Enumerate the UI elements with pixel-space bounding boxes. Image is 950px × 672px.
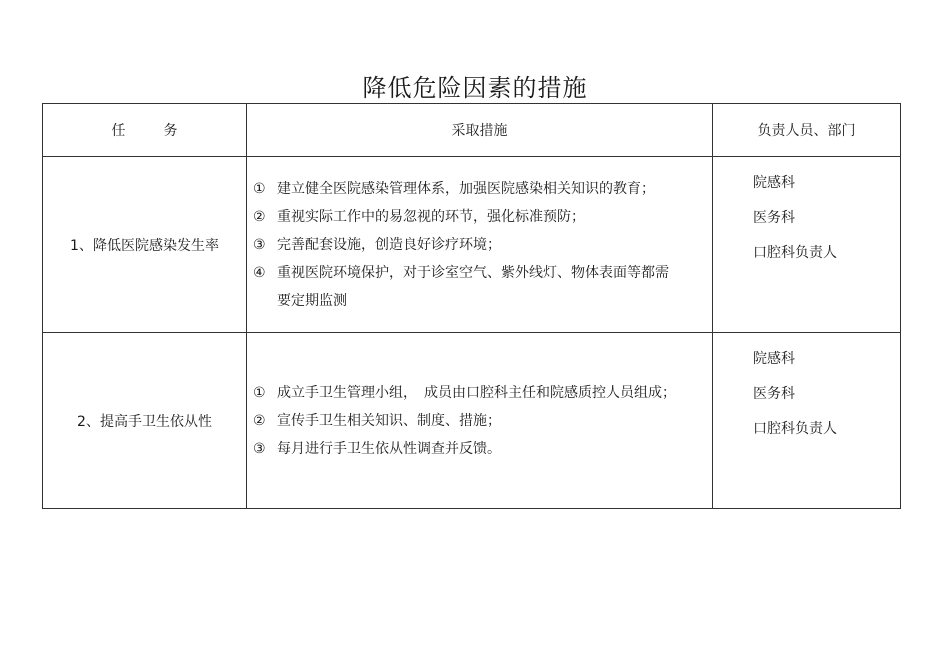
- measure-text: 重视实际工作中的易忽视的环节，强化标准预防；: [277, 208, 585, 225]
- measure-number: ③: [253, 236, 266, 253]
- header-measures: 采取措施: [247, 104, 713, 157]
- table-header-row: [43, 104, 901, 157]
- measure-text: 每月进行手卫生依从性调查并反馈。: [277, 440, 501, 457]
- measure-item: [253, 407, 712, 435]
- responsible-item: 医务科: [753, 386, 795, 402]
- measures-table: [42, 103, 901, 509]
- measure-number: ①: [253, 384, 266, 401]
- measure-text: 成立手卫生管理小组， 成员由口腔科主任和院感质控人员组成；: [277, 384, 676, 401]
- measure-item: [253, 435, 712, 463]
- responsible-item: 医务科: [753, 210, 795, 226]
- measure-number: ③: [253, 440, 266, 457]
- measure-list: [253, 379, 712, 463]
- measure-number: ④: [253, 264, 266, 281]
- document-title: 降低危险因素的措施: [362, 74, 588, 102]
- responsible-cell: [713, 333, 901, 509]
- task-cell: 1、降低医院感染发生率: [43, 157, 247, 333]
- measure-list: [253, 175, 712, 315]
- measure-number: ①: [253, 180, 266, 197]
- responsible-item: 院感科: [753, 351, 795, 367]
- header-task-label: 任务: [111, 123, 216, 139]
- measure-item: [253, 175, 712, 203]
- measure-text: 重视医院环境保护，对于诊室空气、紫外线灯、物体表面等都需要定期监测: [277, 264, 669, 309]
- responsible-item: 口腔科负责人: [753, 421, 837, 437]
- responsible-cell: [713, 157, 901, 333]
- responsible-list: [753, 166, 900, 271]
- table-row: [43, 333, 901, 509]
- responsible-list: [753, 342, 900, 447]
- measure-number: ②: [253, 412, 266, 429]
- measure-item: [253, 231, 712, 259]
- header-task: [43, 104, 247, 157]
- header-responsible: 负责人员、部门: [713, 104, 901, 157]
- measures-cell: [247, 333, 713, 509]
- measure-text: 建立健全医院感染管理体系，加强医院感染相关知识的教育；: [277, 180, 655, 197]
- responsible-item: 口腔科负责人: [753, 245, 837, 261]
- measure-number: ②: [253, 208, 266, 225]
- measures-cell: [247, 157, 713, 333]
- task-cell: 2、提高手卫生依从性: [43, 333, 247, 509]
- measure-item: [253, 379, 712, 407]
- measure-item: [253, 259, 712, 315]
- responsible-item: 院感科: [753, 175, 795, 191]
- table-row: [43, 157, 901, 333]
- measure-text: 宣传手卫生相关知识、制度、措施；: [277, 412, 501, 429]
- measure-text: 完善配套设施，创造良好诊疗环境；: [277, 236, 501, 253]
- measure-item: [253, 203, 712, 231]
